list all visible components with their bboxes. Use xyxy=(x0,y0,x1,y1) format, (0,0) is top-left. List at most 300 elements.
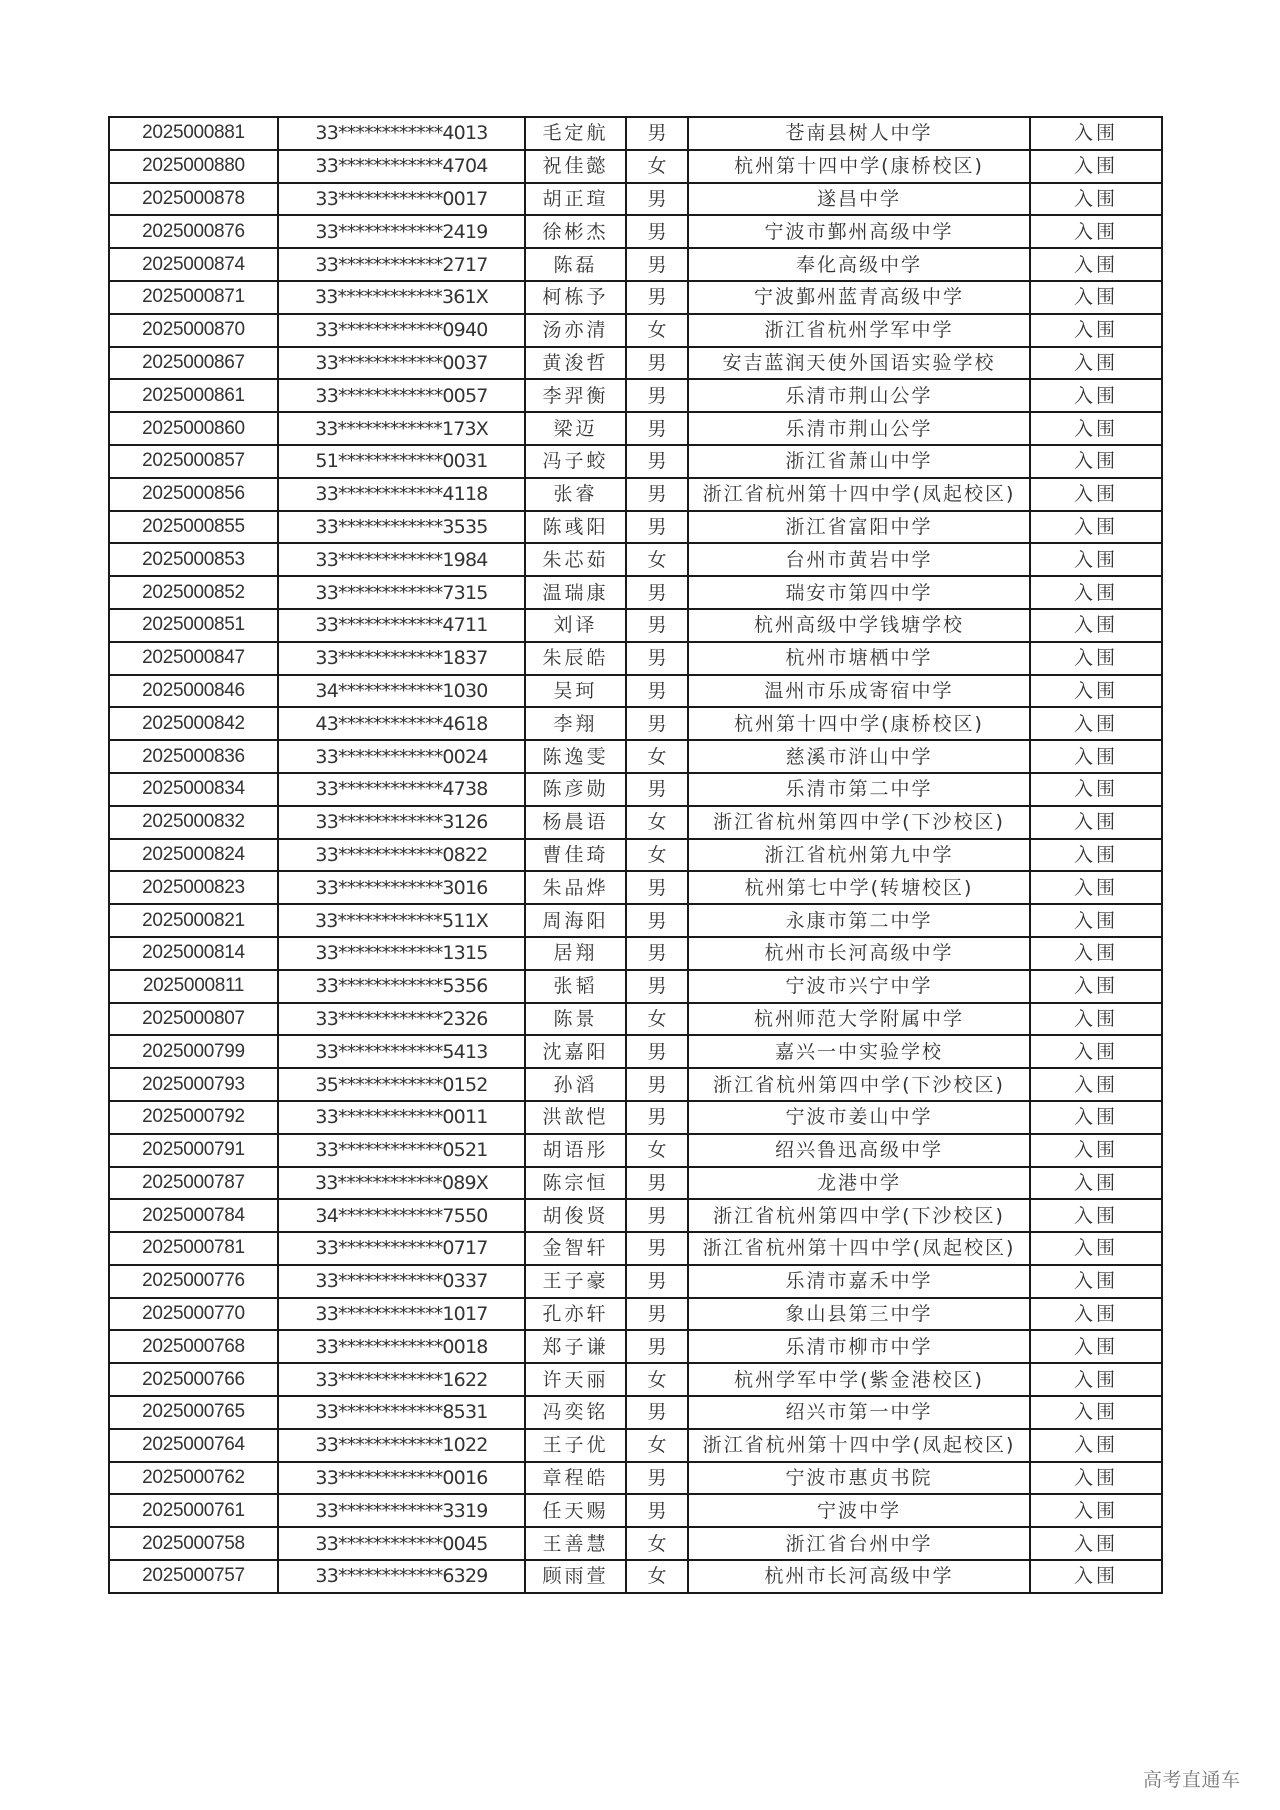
registration-id-cell: 2025000793 xyxy=(109,1068,278,1101)
registration-id-cell: 2025000852 xyxy=(109,576,278,609)
table-row xyxy=(109,871,1162,904)
student-name-cell: 朱辰皓 xyxy=(525,642,626,675)
student-name-cell: 冯奕铭 xyxy=(525,1396,626,1429)
school-cell: 象山县第三中学 xyxy=(688,1298,1030,1331)
student-name-cell: 刘译 xyxy=(525,609,626,642)
masked-id-card-cell: 33************2717 xyxy=(278,248,525,281)
gender-cell: 男 xyxy=(626,117,688,150)
student-name-cell: 陈彧阳 xyxy=(525,511,626,544)
status-cell: 入围 xyxy=(1030,1134,1162,1167)
registration-id-cell: 2025000874 xyxy=(109,248,278,281)
status-cell: 入围 xyxy=(1030,1330,1162,1363)
table-row xyxy=(109,1429,1162,1462)
gender-cell: 男 xyxy=(626,1265,688,1298)
student-name-cell: 胡俊贤 xyxy=(525,1199,626,1232)
student-name-cell: 金智轩 xyxy=(525,1232,626,1265)
gender-cell: 女 xyxy=(626,1134,688,1167)
table-row xyxy=(109,740,1162,773)
registration-id-cell: 2025000811 xyxy=(109,970,278,1003)
table-row xyxy=(109,1101,1162,1134)
registration-id-cell: 2025000814 xyxy=(109,937,278,970)
student-name-cell: 周海阳 xyxy=(525,904,626,937)
student-name-cell: 朱品烨 xyxy=(525,871,626,904)
gender-cell: 男 xyxy=(626,904,688,937)
student-name-cell: 冯子蛟 xyxy=(525,445,626,478)
school-cell: 奉化高级中学 xyxy=(688,248,1030,281)
gender-cell: 男 xyxy=(626,1298,688,1331)
status-cell: 入围 xyxy=(1030,314,1162,347)
student-name-cell: 洪歆恺 xyxy=(525,1101,626,1134)
registration-id-cell: 2025000799 xyxy=(109,1035,278,1068)
gender-cell: 女 xyxy=(626,839,688,872)
table-row xyxy=(109,642,1162,675)
registration-id-cell: 2025000876 xyxy=(109,215,278,248)
gender-cell: 男 xyxy=(626,1068,688,1101)
student-name-cell: 毛定航 xyxy=(525,117,626,150)
student-name-cell: 胡语彤 xyxy=(525,1134,626,1167)
gender-cell: 男 xyxy=(626,1167,688,1200)
school-cell: 台州市黄岩中学 xyxy=(688,543,1030,576)
table-row xyxy=(109,1134,1162,1167)
gender-cell: 女 xyxy=(626,543,688,576)
masked-id-card-cell: 33************0521 xyxy=(278,1134,525,1167)
registration-id-cell: 2025000762 xyxy=(109,1462,278,1495)
registration-id-cell: 2025000880 xyxy=(109,150,278,183)
student-name-cell: 顾雨萱 xyxy=(525,1560,626,1593)
student-name-cell: 王子豪 xyxy=(525,1265,626,1298)
school-cell: 杭州市塘栖中学 xyxy=(688,642,1030,675)
school-cell: 宁波市兴宁中学 xyxy=(688,970,1030,1003)
status-cell: 入围 xyxy=(1030,445,1162,478)
masked-id-card-cell: 33************2326 xyxy=(278,1003,525,1036)
school-cell: 浙江省杭州第九中学 xyxy=(688,839,1030,872)
status-cell: 入围 xyxy=(1030,543,1162,576)
gender-cell: 男 xyxy=(626,1396,688,1429)
status-cell: 入围 xyxy=(1030,183,1162,216)
masked-id-card-cell: 33************0018 xyxy=(278,1330,525,1363)
status-cell: 入围 xyxy=(1030,1199,1162,1232)
masked-id-card-cell: 35************0152 xyxy=(278,1068,525,1101)
table-row xyxy=(109,1330,1162,1363)
watermark-text: 高考直通车 xyxy=(1143,1769,1241,1791)
masked-id-card-cell: 33************0037 xyxy=(278,347,525,380)
table-row xyxy=(109,1003,1162,1036)
school-cell: 宁波市鄞州高级中学 xyxy=(688,215,1030,248)
table-row xyxy=(109,347,1162,380)
status-cell: 入围 xyxy=(1030,1068,1162,1101)
status-cell: 入围 xyxy=(1030,150,1162,183)
school-cell: 乐清市荆山公学 xyxy=(688,412,1030,445)
masked-id-card-cell: 33************0011 xyxy=(278,1101,525,1134)
student-name-cell: 陈逸雯 xyxy=(525,740,626,773)
registration-id-cell: 2025000851 xyxy=(109,609,278,642)
table-row xyxy=(109,117,1162,150)
masked-id-card-cell: 34************1030 xyxy=(278,675,525,708)
status-cell: 入围 xyxy=(1030,1101,1162,1134)
table-row xyxy=(109,445,1162,478)
masked-id-card-cell: 33************6329 xyxy=(278,1560,525,1593)
student-name-cell: 朱芯茹 xyxy=(525,543,626,576)
school-cell: 宁波鄞州蓝青高级中学 xyxy=(688,281,1030,314)
table-row xyxy=(109,904,1162,937)
masked-id-card-cell: 33************511X xyxy=(278,904,525,937)
status-cell: 入围 xyxy=(1030,904,1162,937)
gender-cell: 男 xyxy=(626,576,688,609)
registration-id-cell: 2025000766 xyxy=(109,1363,278,1396)
gender-cell: 男 xyxy=(626,609,688,642)
status-cell: 入围 xyxy=(1030,1232,1162,1265)
student-name-cell: 柯栋予 xyxy=(525,281,626,314)
student-name-cell: 吴珂 xyxy=(525,675,626,708)
status-cell: 入围 xyxy=(1030,1560,1162,1593)
status-cell: 入围 xyxy=(1030,642,1162,675)
masked-id-card-cell: 51************0031 xyxy=(278,445,525,478)
masked-id-card-cell: 33************8531 xyxy=(278,1396,525,1429)
student-name-cell: 梁迈 xyxy=(525,412,626,445)
masked-id-card-cell: 33************5413 xyxy=(278,1035,525,1068)
status-cell: 入围 xyxy=(1030,1003,1162,1036)
gender-cell: 女 xyxy=(626,806,688,839)
student-name-cell: 陈宗恒 xyxy=(525,1167,626,1200)
student-name-cell: 王子优 xyxy=(525,1429,626,1462)
school-cell: 绍兴鲁迅高级中学 xyxy=(688,1134,1030,1167)
masked-id-card-cell: 33************3126 xyxy=(278,806,525,839)
school-cell: 宁波市惠贞书院 xyxy=(688,1462,1030,1495)
gender-cell: 女 xyxy=(626,150,688,183)
school-cell: 瑞安市第四中学 xyxy=(688,576,1030,609)
table-row xyxy=(109,1396,1162,1429)
student-name-cell: 李羿衡 xyxy=(525,379,626,412)
registration-id-cell: 2025000861 xyxy=(109,379,278,412)
student-name-cell: 居翔 xyxy=(525,937,626,970)
masked-id-card-cell: 33************4013 xyxy=(278,117,525,150)
registration-id-cell: 2025000823 xyxy=(109,871,278,904)
table-row xyxy=(109,1265,1162,1298)
status-cell: 入围 xyxy=(1030,281,1162,314)
masked-id-card-cell: 33************4711 xyxy=(278,609,525,642)
gender-cell: 男 xyxy=(626,183,688,216)
masked-id-card-cell: 33************1837 xyxy=(278,642,525,675)
roster-body xyxy=(109,117,1162,1593)
registration-id-cell: 2025000791 xyxy=(109,1134,278,1167)
status-cell: 入围 xyxy=(1030,970,1162,1003)
school-cell: 乐清市柳市中学 xyxy=(688,1330,1030,1363)
student-name-cell: 李翔 xyxy=(525,707,626,740)
status-cell: 入围 xyxy=(1030,1494,1162,1527)
school-cell: 遂昌中学 xyxy=(688,183,1030,216)
table-row xyxy=(109,478,1162,511)
registration-id-cell: 2025000807 xyxy=(109,1003,278,1036)
gender-cell: 女 xyxy=(626,1003,688,1036)
table-row xyxy=(109,1363,1162,1396)
gender-cell: 男 xyxy=(626,871,688,904)
table-row xyxy=(109,1199,1162,1232)
status-cell: 入围 xyxy=(1030,1265,1162,1298)
school-cell: 宁波市姜山中学 xyxy=(688,1101,1030,1134)
table-row xyxy=(109,215,1162,248)
gender-cell: 男 xyxy=(626,1232,688,1265)
registration-id-cell: 2025000834 xyxy=(109,773,278,806)
registration-id-cell: 2025000758 xyxy=(109,1527,278,1560)
status-cell: 入围 xyxy=(1030,412,1162,445)
table-row xyxy=(109,937,1162,970)
status-cell: 入围 xyxy=(1030,478,1162,511)
registration-id-cell: 2025000846 xyxy=(109,675,278,708)
registration-id-cell: 2025000855 xyxy=(109,511,278,544)
registration-id-cell: 2025000856 xyxy=(109,478,278,511)
table-row xyxy=(109,183,1162,216)
masked-id-card-cell: 33************089X xyxy=(278,1167,525,1200)
admission-roster-table xyxy=(108,116,1163,1594)
gender-cell: 男 xyxy=(626,675,688,708)
gender-cell: 男 xyxy=(626,281,688,314)
registration-id-cell: 2025000867 xyxy=(109,347,278,380)
school-cell: 杭州市长河高级中学 xyxy=(688,1560,1030,1593)
masked-id-card-cell: 33************5356 xyxy=(278,970,525,1003)
student-name-cell: 许天丽 xyxy=(525,1363,626,1396)
gender-cell: 男 xyxy=(626,773,688,806)
gender-cell: 男 xyxy=(626,412,688,445)
school-cell: 杭州学军中学(紫金港校区) xyxy=(688,1363,1030,1396)
status-cell: 入围 xyxy=(1030,740,1162,773)
status-cell: 入围 xyxy=(1030,937,1162,970)
masked-id-card-cell: 33************3535 xyxy=(278,511,525,544)
masked-id-card-cell: 33************0337 xyxy=(278,1265,525,1298)
registration-id-cell: 2025000860 xyxy=(109,412,278,445)
student-name-cell: 张韬 xyxy=(525,970,626,1003)
registration-id-cell: 2025000761 xyxy=(109,1494,278,1527)
registration-id-cell: 2025000857 xyxy=(109,445,278,478)
school-cell: 杭州高级中学钱塘学校 xyxy=(688,609,1030,642)
school-cell: 乐清市嘉禾中学 xyxy=(688,1265,1030,1298)
registration-id-cell: 2025000878 xyxy=(109,183,278,216)
registration-id-cell: 2025000768 xyxy=(109,1330,278,1363)
student-name-cell: 杨晨语 xyxy=(525,806,626,839)
student-name-cell: 章程皓 xyxy=(525,1462,626,1495)
gender-cell: 男 xyxy=(626,970,688,1003)
table-row xyxy=(109,412,1162,445)
status-cell: 入围 xyxy=(1030,1462,1162,1495)
school-cell: 浙江省富阳中学 xyxy=(688,511,1030,544)
school-cell: 宁波中学 xyxy=(688,1494,1030,1527)
status-cell: 入围 xyxy=(1030,1396,1162,1429)
school-cell: 永康市第二中学 xyxy=(688,904,1030,937)
gender-cell: 男 xyxy=(626,1035,688,1068)
status-cell: 入围 xyxy=(1030,1363,1162,1396)
status-cell: 入围 xyxy=(1030,773,1162,806)
school-cell: 杭州第十四中学(康桥校区) xyxy=(688,150,1030,183)
masked-id-card-cell: 33************173X xyxy=(278,412,525,445)
student-name-cell: 沈嘉阳 xyxy=(525,1035,626,1068)
school-cell: 乐清市第二中学 xyxy=(688,773,1030,806)
school-cell: 浙江省杭州第十四中学(凤起校区) xyxy=(688,478,1030,511)
table-row xyxy=(109,150,1162,183)
masked-id-card-cell: 33************0940 xyxy=(278,314,525,347)
masked-id-card-cell: 33************4704 xyxy=(278,150,525,183)
table-row xyxy=(109,970,1162,1003)
table-row xyxy=(109,773,1162,806)
registration-id-cell: 2025000764 xyxy=(109,1429,278,1462)
school-cell: 温州市乐成寄宿中学 xyxy=(688,675,1030,708)
gender-cell: 男 xyxy=(626,707,688,740)
masked-id-card-cell: 34************7550 xyxy=(278,1199,525,1232)
student-name-cell: 孔亦轩 xyxy=(525,1298,626,1331)
registration-id-cell: 2025000787 xyxy=(109,1167,278,1200)
masked-id-card-cell: 33************1022 xyxy=(278,1429,525,1462)
gender-cell: 男 xyxy=(626,1330,688,1363)
student-name-cell: 陈景 xyxy=(525,1003,626,1036)
status-cell: 入围 xyxy=(1030,675,1162,708)
school-cell: 浙江省杭州第十四中学(凤起校区) xyxy=(688,1232,1030,1265)
student-name-cell: 孙滔 xyxy=(525,1068,626,1101)
school-cell: 浙江省杭州第四中学(下沙校区) xyxy=(688,806,1030,839)
registration-id-cell: 2025000776 xyxy=(109,1265,278,1298)
registration-id-cell: 2025000824 xyxy=(109,839,278,872)
student-name-cell: 任天赐 xyxy=(525,1494,626,1527)
masked-id-card-cell: 33************3319 xyxy=(278,1494,525,1527)
gender-cell: 女 xyxy=(626,1527,688,1560)
registration-id-cell: 2025000871 xyxy=(109,281,278,314)
table-row xyxy=(109,1560,1162,1593)
status-cell: 入围 xyxy=(1030,576,1162,609)
masked-id-card-cell: 33************7315 xyxy=(278,576,525,609)
table-row xyxy=(109,675,1162,708)
table-row xyxy=(109,543,1162,576)
status-cell: 入围 xyxy=(1030,609,1162,642)
student-name-cell: 黄浚哲 xyxy=(525,347,626,380)
registration-id-cell: 2025000847 xyxy=(109,642,278,675)
school-cell: 浙江省萧山中学 xyxy=(688,445,1030,478)
gender-cell: 男 xyxy=(626,1494,688,1527)
table-row xyxy=(109,1035,1162,1068)
status-cell: 入围 xyxy=(1030,379,1162,412)
school-cell: 安吉蓝润天使外国语实验学校 xyxy=(688,347,1030,380)
registration-id-cell: 2025000792 xyxy=(109,1101,278,1134)
registration-id-cell: 2025000757 xyxy=(109,1560,278,1593)
school-cell: 绍兴市第一中学 xyxy=(688,1396,1030,1429)
masked-id-card-cell: 33************0057 xyxy=(278,379,525,412)
table-row xyxy=(109,314,1162,347)
gender-cell: 男 xyxy=(626,215,688,248)
table-row xyxy=(109,248,1162,281)
gender-cell: 男 xyxy=(626,1199,688,1232)
school-cell: 乐清市荆山公学 xyxy=(688,379,1030,412)
status-cell: 入围 xyxy=(1030,215,1162,248)
school-cell: 杭州市长河高级中学 xyxy=(688,937,1030,970)
gender-cell: 女 xyxy=(626,1560,688,1593)
gender-cell: 男 xyxy=(626,642,688,675)
student-name-cell: 徐彬杰 xyxy=(525,215,626,248)
masked-id-card-cell: 43************4618 xyxy=(278,707,525,740)
status-cell: 入围 xyxy=(1030,117,1162,150)
status-cell: 入围 xyxy=(1030,1035,1162,1068)
table-row xyxy=(109,1298,1162,1331)
table-row xyxy=(109,281,1162,314)
school-cell: 杭州师范大学附属中学 xyxy=(688,1003,1030,1036)
gender-cell: 女 xyxy=(626,1363,688,1396)
masked-id-card-cell: 33************4738 xyxy=(278,773,525,806)
status-cell: 入围 xyxy=(1030,1298,1162,1331)
table-row xyxy=(109,1494,1162,1527)
student-name-cell: 汤亦清 xyxy=(525,314,626,347)
gender-cell: 男 xyxy=(626,937,688,970)
school-cell: 杭州第七中学(转塘校区) xyxy=(688,871,1030,904)
status-cell: 入围 xyxy=(1030,1167,1162,1200)
registration-id-cell: 2025000836 xyxy=(109,740,278,773)
school-cell: 嘉兴一中实验学校 xyxy=(688,1035,1030,1068)
masked-id-card-cell: 33************0822 xyxy=(278,839,525,872)
registration-id-cell: 2025000821 xyxy=(109,904,278,937)
student-name-cell: 祝佳懿 xyxy=(525,150,626,183)
masked-id-card-cell: 33************1984 xyxy=(278,543,525,576)
registration-id-cell: 2025000781 xyxy=(109,1232,278,1265)
table-row xyxy=(109,1068,1162,1101)
masked-id-card-cell: 33************1622 xyxy=(278,1363,525,1396)
student-name-cell: 陈磊 xyxy=(525,248,626,281)
registration-id-cell: 2025000832 xyxy=(109,806,278,839)
status-cell: 入围 xyxy=(1030,511,1162,544)
table-row xyxy=(109,576,1162,609)
table-row xyxy=(109,1462,1162,1495)
school-cell: 慈溪市浒山中学 xyxy=(688,740,1030,773)
student-name-cell: 郑子谦 xyxy=(525,1330,626,1363)
gender-cell: 女 xyxy=(626,314,688,347)
school-cell: 浙江省杭州第四中学(下沙校区) xyxy=(688,1068,1030,1101)
masked-id-card-cell: 33************0717 xyxy=(278,1232,525,1265)
status-cell: 入围 xyxy=(1030,871,1162,904)
school-cell: 浙江省杭州第十四中学(凤起校区) xyxy=(688,1429,1030,1462)
masked-id-card-cell: 33************1017 xyxy=(278,1298,525,1331)
school-cell: 浙江省杭州第四中学(下沙校区) xyxy=(688,1199,1030,1232)
gender-cell: 男 xyxy=(626,478,688,511)
gender-cell: 男 xyxy=(626,445,688,478)
registration-id-cell: 2025000870 xyxy=(109,314,278,347)
status-cell: 入围 xyxy=(1030,1527,1162,1560)
masked-id-card-cell: 33************3016 xyxy=(278,871,525,904)
school-cell: 浙江省台州中学 xyxy=(688,1527,1030,1560)
school-cell: 杭州第十四中学(康桥校区) xyxy=(688,707,1030,740)
gender-cell: 男 xyxy=(626,379,688,412)
status-cell: 入围 xyxy=(1030,806,1162,839)
table-row xyxy=(109,839,1162,872)
registration-id-cell: 2025000881 xyxy=(109,117,278,150)
gender-cell: 男 xyxy=(626,347,688,380)
masked-id-card-cell: 33************4118 xyxy=(278,478,525,511)
gender-cell: 女 xyxy=(626,1429,688,1462)
table-row xyxy=(109,1167,1162,1200)
masked-id-card-cell: 33************0024 xyxy=(278,740,525,773)
status-cell: 入围 xyxy=(1030,707,1162,740)
student-name-cell: 张睿 xyxy=(525,478,626,511)
school-cell: 浙江省杭州学军中学 xyxy=(688,314,1030,347)
masked-id-card-cell: 33************361X xyxy=(278,281,525,314)
gender-cell: 男 xyxy=(626,1101,688,1134)
masked-id-card-cell: 33************0017 xyxy=(278,183,525,216)
table-row xyxy=(109,806,1162,839)
status-cell: 入围 xyxy=(1030,839,1162,872)
registration-id-cell: 2025000770 xyxy=(109,1298,278,1331)
table-row xyxy=(109,1232,1162,1265)
gender-cell: 女 xyxy=(626,740,688,773)
masked-id-card-cell: 33************0045 xyxy=(278,1527,525,1560)
student-name-cell: 温瑞康 xyxy=(525,576,626,609)
table-row xyxy=(109,379,1162,412)
status-cell: 入围 xyxy=(1030,1429,1162,1462)
gender-cell: 男 xyxy=(626,248,688,281)
gender-cell: 男 xyxy=(626,1462,688,1495)
gender-cell: 男 xyxy=(626,511,688,544)
status-cell: 入围 xyxy=(1030,347,1162,380)
